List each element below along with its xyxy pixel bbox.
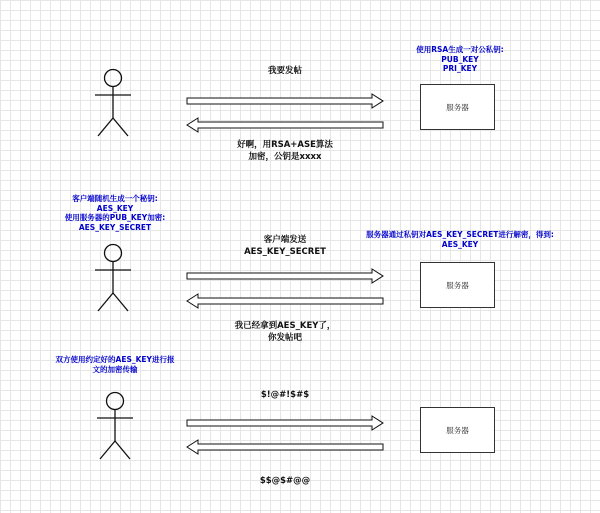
client-actor-1 [95, 70, 131, 137]
server-box-3 [420, 407, 495, 453]
client-note-3: 双方使用约定好的AES_KEY进行报 文的加密传输 [55, 355, 175, 374]
request-arrow-1 [187, 94, 383, 108]
server-note-1: 使用RSA生成一对公私钥: PUB_KEY PRI_KEY [416, 45, 504, 73]
response-label-2: 我已经拿到AES_KEY了， 你发帖吧 [234, 321, 336, 343]
response-label-1: 好啊，用RSA+ASE算法 加密，公钥是xxxx [237, 140, 333, 162]
client-note-2: 客户端随机生成一个秘钥: AES_KEY 使用服务器的PUB_KEY加密: AES_KEY_SECRET [64, 194, 166, 232]
server-label-3: 服务器 [446, 425, 469, 435]
request-label-1: 我要发帖 [267, 66, 302, 76]
response-arrow-2 [187, 294, 383, 308]
server-label-1: 服务器 [446, 102, 469, 112]
server-box-1 [420, 84, 495, 130]
response-arrow-1 [187, 118, 383, 132]
request-label-3: $!@#!$#$ [260, 390, 310, 400]
request-arrow-3 [187, 416, 383, 430]
server-note-2: 服务器通过私钥对AES_KEY_SECRET进行解密，得到: AES_KEY [366, 230, 554, 249]
request-arrow-2 [187, 269, 383, 283]
client-actor-3 [97, 393, 133, 460]
request-label-2: 客户端发送 AES_KEY_SECRET [244, 235, 326, 257]
server-box-2 [420, 262, 495, 308]
response-arrow-3 [187, 440, 383, 454]
response-label-3: $$@$#@@ [259, 476, 311, 486]
client-actor-2 [95, 245, 131, 312]
server-label-2: 服务器 [446, 280, 469, 290]
